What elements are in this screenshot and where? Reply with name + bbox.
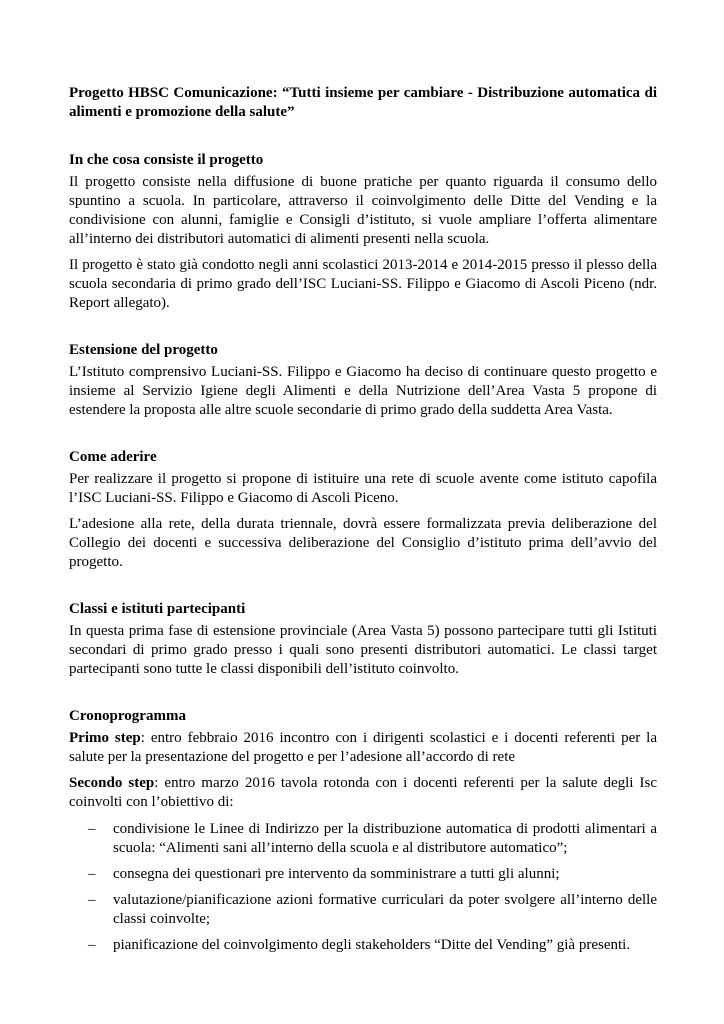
section-consiste: [69, 151, 657, 313]
section-heading: Come aderire: [69, 449, 157, 465]
section-heading: In che cosa consiste il progetto: [69, 152, 264, 168]
section-estensione: [69, 341, 657, 420]
dash-bullet-icon: –: [88, 937, 96, 953]
step-label: Primo step: [69, 730, 141, 746]
section-heading: Estensione del progetto: [69, 342, 218, 358]
step-text: : entro marzo 2016 tavola rotonda con i docenti referenti per la salute degli Isc coinvolti con l’obiettivo di:: [69, 775, 657, 810]
section-heading: Cronoprogramma: [69, 708, 186, 724]
paragraph: Il progetto consiste nella diffusione di buone pratiche per quanto riguarda il consumo dello spuntino a scuola. In particolare, attraverso il coinvolgimento delle Ditte del Vending e la condivisione con alunni, famiglie e Consigli d’istituto, si vuole ampliare l’offerta alimentare all’interno dei distributori automatici di alimenti presenti nella scuola.: [69, 174, 657, 247]
section-heading: Classi e istituti partecipanti: [69, 601, 246, 617]
dash-bullet-icon: –: [88, 866, 96, 882]
list-item-text: condivisione le Linee di Indirizzo per la distribuzione automatica di prodotti alimentari a scuola: “Alimenti sani all’interno della scuola e al distributore automatico”;: [113, 821, 657, 856]
dash-bullet-icon: –: [88, 821, 96, 837]
list-item-text: pianificazione del coinvolgimento degli stakeholders “Ditte del Vending” già presenti.: [113, 937, 631, 953]
paragraph: Per realizzare il progetto si propone di istituire una rete di scuole avente come istituto capofila l’ISC Luciani-SS. Filippo e Giacomo di Ascoli Piceno.: [69, 471, 657, 506]
step-paragraph: [69, 729, 657, 767]
step-bullet-list: [69, 820, 657, 955]
list-item: [69, 936, 657, 955]
step-paragraph: [69, 774, 657, 812]
list-item: [69, 820, 657, 858]
section-cronoprogramma: [69, 707, 657, 955]
document-body: [69, 84, 657, 962]
paragraph: Il progetto è stato già condotto negli anni scolastici 2013-2014 e 2014-2015 presso il plesso della scuola secondaria di primo grado dell’ISC Luciani-SS. Filippo e Giacomo di Ascoli Piceno (ndr. Report allegato).: [69, 257, 657, 311]
list-item-text: consegna dei questionari pre intervento da somministrare a tutti gli alunni;: [113, 866, 560, 882]
list-item: [69, 865, 657, 884]
list-item: [69, 891, 657, 929]
list-item-text: valutazione/pianificazione azioni formative curriculari da poter svolgere all’interno delle classi coinvolte;: [113, 892, 657, 927]
paragraph: L’adesione alla rete, della durata triennale, dovrà essere formalizzata previa deliberazione del Collegio dei docenti e successiva deliberazione del Consiglio d’istituto prima dell’avvio del progetto.: [69, 516, 657, 570]
dash-bullet-icon: –: [88, 892, 96, 908]
paragraph: L’Istituto comprensivo Luciani-SS. Filippo e Giacomo ha deciso di continuare questo progetto e insieme al Servizio Igiene degli Alimenti e della Nutrizione dell’Area Vasta 5 propone di estendere la proposta alle altre scuole secondarie di primo grado della suddetta Area Vasta.: [69, 364, 657, 418]
section-aderire: [69, 448, 657, 572]
paragraph: In questa prima fase di estensione provinciale (Area Vasta 5) possono partecipare tutti gli Istituti secondari di primo grado presso i quali sono presenti distributori automatici. Le classi target partecipanti sono tutte le classi disponibili dell’istituto coinvolto.: [69, 623, 657, 677]
step-label: Secondo step: [69, 775, 155, 791]
step-text: : entro febbraio 2016 incontro con i dirigenti scolastici e i docenti referenti per la salute per la presentazione del progetto e per l’adesione all’accordo di rete: [69, 730, 657, 765]
section-classi: [69, 600, 657, 679]
document-title: Progetto HBSC Comunicazione: “Tutti insieme per cambiare - Distribuzione automatica di alimenti e promozione della salute”: [69, 85, 657, 120]
